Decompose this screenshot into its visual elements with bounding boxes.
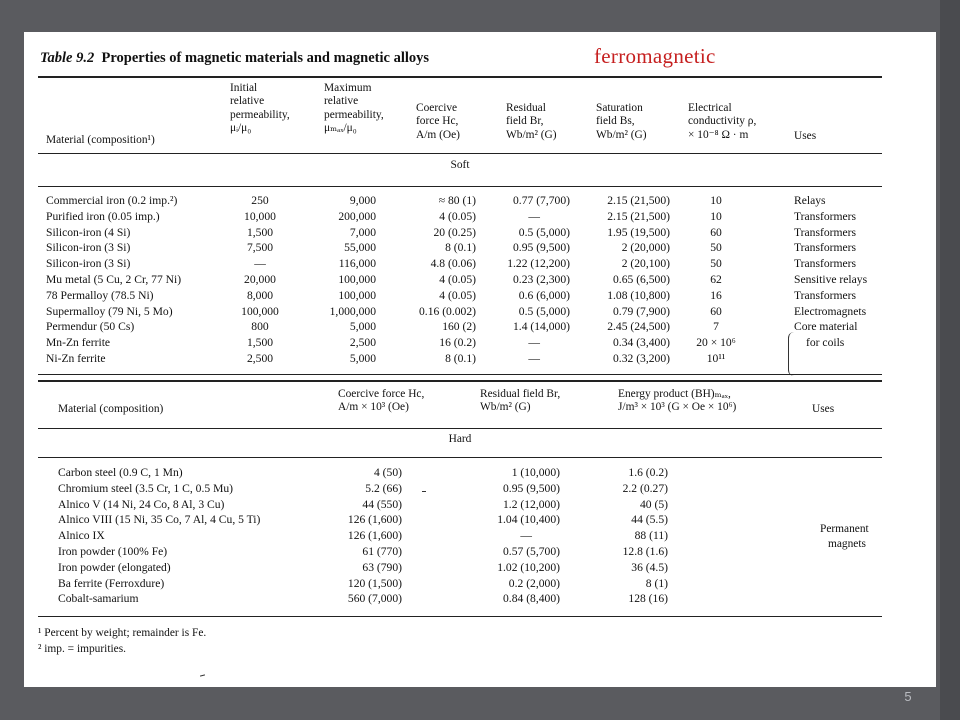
table-cell: Carbon steel (0.9 C, 1 Mn) <box>58 466 183 479</box>
table-cell: 16 (0.2) <box>439 336 476 350</box>
table-cell: Commercial iron (0.2 imp.²) <box>46 194 178 207</box>
table-cell: Silicon-iron (4 Si) <box>46 225 131 239</box>
soft-uses-column <box>794 193 867 351</box>
footnote-2: ² imp. = impurities. <box>38 643 126 655</box>
hard-header-material: Material (composition) <box>58 403 164 415</box>
hard-header-energy: Energy product (BH)ₘₐₓ, J/m³ × 10³ (G × Oe × 10⁶) <box>618 388 737 414</box>
hard-section-rule <box>38 457 882 458</box>
table-cell: 44 (5.5) <box>631 513 668 527</box>
scan-speck <box>200 674 205 676</box>
table-cell: 2,500 <box>246 351 274 365</box>
table-cell: 4 (0.05) <box>439 209 476 223</box>
hard-section-label: Hard <box>448 433 472 445</box>
table-cell: 1.22 (12,200) <box>507 257 570 271</box>
table-cell: for coils <box>806 336 845 350</box>
hard-header-uses: Uses <box>812 403 835 415</box>
table-cell: Transformers <box>794 209 857 223</box>
table-cell: 7,000 <box>349 225 376 239</box>
hard-top-rule <box>38 380 882 382</box>
table-cell: 800 <box>251 320 269 334</box>
table-cell: 8 (0.1) <box>445 351 476 365</box>
soft-header-rule <box>38 153 882 154</box>
table-cell: 7,500 <box>246 241 274 255</box>
ferromagnetic-annotation: ferromagnetic <box>594 44 716 68</box>
table-cell: 78 Permalloy (78.5 Ni) <box>46 288 154 302</box>
table-cell: 100,000 <box>338 272 376 286</box>
table-cell: 50 <box>710 241 722 255</box>
table-cell: Alnico V (14 Ni, 24 Co, 8 Al, 3 Cu) <box>58 497 225 511</box>
table-cell: 1.4 (14,000) <box>513 320 570 334</box>
table-cell: 7 <box>713 320 719 334</box>
table-cell: 10 <box>710 209 722 223</box>
slide <box>24 32 936 687</box>
table-cell: — <box>528 209 540 223</box>
table-cell: 2 (20,100) <box>621 257 670 271</box>
table-cell: 36 (4.5) <box>631 560 668 574</box>
table-cell: 2.15 (21,500) <box>607 194 670 207</box>
table-cell: 128 (16) <box>628 592 668 606</box>
table-cell: 2 (20,000) <box>621 241 670 255</box>
table-cell: 8 (1) <box>645 576 668 590</box>
table-cell: Iron powder (elongated) <box>58 560 171 574</box>
hard-material-column <box>58 465 260 607</box>
soft-section-rule <box>38 186 882 187</box>
table-cell: 62 <box>710 272 722 286</box>
table-cell: — <box>528 351 540 365</box>
soft-section-label: Soft <box>450 159 470 171</box>
scan-speck <box>422 491 426 492</box>
core-material-bracket <box>788 332 795 376</box>
table-cell: Transformers <box>794 288 857 302</box>
hard-header-residual: Residual field Br, Wb/m² (G) <box>480 388 561 414</box>
table-cell: 2.15 (21,500) <box>607 209 670 223</box>
table-cell: 1.6 (0.2) <box>628 466 668 479</box>
table-cell: Iron powder (100% Fe) <box>58 544 168 558</box>
table-cell: 0.79 (7,900) <box>613 304 670 318</box>
soft-initial-column <box>222 193 298 367</box>
table-cell: 8,000 <box>246 288 274 302</box>
table-cell: Electromagnets <box>794 304 867 318</box>
table-cell: ≈ 80 (1) <box>438 194 476 207</box>
table-cell: Ba ferrite (Ferroxdure) <box>58 576 165 590</box>
table-cell: 0.2 (2,000) <box>508 576 560 590</box>
table-cell: Relays <box>794 194 826 207</box>
table-cell: 20,000 <box>244 272 276 286</box>
hard-header-rule <box>38 428 882 429</box>
table-cell: 5,000 <box>349 351 376 365</box>
table-cell: 0.5 (5,000) <box>518 225 570 239</box>
table-cell: 44 (550) <box>362 497 402 511</box>
hard-residual-column <box>464 465 560 607</box>
soft-material-column <box>46 193 181 367</box>
table-cell: 9,000 <box>349 194 376 207</box>
hard-energy-column <box>600 465 668 607</box>
table-cell: 0.57 (5,700) <box>503 544 560 558</box>
table-cell: 0.6 (6,000) <box>518 288 570 302</box>
table-cell: Alnico IX <box>58 529 105 543</box>
table-cell: 2.2 (0.27) <box>622 481 668 495</box>
hard-bottom-rule <box>38 616 882 617</box>
table-cell: 120 (1,500) <box>347 576 402 590</box>
table-cell: Ni-Zn ferrite <box>46 351 106 365</box>
table-cell: Cobalt-samarium <box>58 592 139 606</box>
table-cell: Alnico VIII (15 Ni, 35 Co, 7 Al, 4 Cu, 5 Ti) <box>58 513 261 527</box>
table-cell: 0.77 (7,700) <box>513 194 570 207</box>
table-cell: Permendur (50 Cs) <box>46 320 135 334</box>
table-cell: 1.2 (12,000) <box>503 497 560 511</box>
table-cell: 0.84 (8,400) <box>503 592 560 606</box>
soft-coercive-column <box>386 193 476 367</box>
table-cell: 88 (11) <box>634 529 668 543</box>
table-cell: 60 <box>710 225 722 239</box>
table-cell: — <box>528 336 540 350</box>
right-edge-strip <box>940 0 960 720</box>
table-cell: 1,500 <box>246 225 274 239</box>
table-cell: Transformers <box>794 241 857 255</box>
table-cell: 16 <box>710 288 722 302</box>
table-cell: 5,000 <box>349 320 376 334</box>
table-cell: Silicon-iron (3 Si) <box>46 241 131 255</box>
table-cell: Mu metal (5 Cu, 2 Cr, 77 Ni) <box>46 272 182 286</box>
table-cell: Supermalloy (79 Ni, 5 Mo) <box>46 304 173 318</box>
table-cell: 1.08 (10,800) <box>607 288 670 302</box>
table-caption: Properties of magnetic materials and magnetic alloys <box>101 50 430 66</box>
hard-uses-group: Permanent magnets <box>820 523 869 550</box>
table-cell: 8 (0.1) <box>445 241 476 255</box>
table-cell: 20 (0.25) <box>433 225 476 239</box>
table-cell: 126 (1,600) <box>347 529 402 543</box>
table-cell: 61 (770) <box>362 544 402 558</box>
table-cell: 1.04 (10,400) <box>497 513 560 527</box>
table-cell: 63 (790) <box>362 560 402 574</box>
table-cell: 116,000 <box>338 257 376 271</box>
table-cell: Transformers <box>794 257 857 271</box>
table-cell: 2.45 (24,500) <box>607 320 670 334</box>
table-cell: 1,500 <box>246 336 274 350</box>
top-rule <box>38 76 882 78</box>
soft-bottom-rule <box>38 374 882 375</box>
table-cell: 0.16 (0.002) <box>419 304 476 318</box>
table-cell: 0.95 (9,500) <box>513 241 570 255</box>
table-cell: 1.02 (10,200) <box>497 560 560 574</box>
soft-header-material: Material (composition¹) <box>46 134 155 146</box>
table-cell: 4.8 (0.06) <box>430 257 476 271</box>
table-cell: 50 <box>710 257 722 271</box>
table-cell: 10 <box>710 194 722 207</box>
soft-header-coercive: Coercive force Hc, A/m (Oe) <box>416 102 460 141</box>
table-cell: 4 (50) <box>373 466 402 479</box>
table-cell: 100,000 <box>338 288 376 302</box>
table-cell: 4 (0.05) <box>439 288 476 302</box>
table-cell: 10,000 <box>244 209 276 223</box>
hard-header-coercive: Coercive force Hc, A/m × 10³ (Oe) <box>338 388 425 414</box>
table-title <box>40 50 429 67</box>
footnote-1: ¹ Percent by weight; remainder is Fe. <box>38 627 207 639</box>
soft-conductivity-column <box>678 193 754 367</box>
table-cell: Mn-Zn ferrite <box>46 336 111 350</box>
table-cell: Sensitive relays <box>794 272 868 286</box>
table-cell: Chromium steel (3.5 Cr, 1 C, 0.5 Mu) <box>58 481 234 495</box>
table-cell: 0.32 (3,200) <box>613 351 670 365</box>
table-cell: Silicon-iron (3 Si) <box>46 257 131 271</box>
table-cell: 5.2 (66) <box>365 481 402 495</box>
table-cell: 10¹¹ <box>706 351 726 365</box>
table-cell: 1.95 (19,500) <box>607 225 670 239</box>
table-cell: 200,000 <box>338 209 376 223</box>
table-cell: 1,000,000 <box>329 304 376 318</box>
table-cell: 1 (10,000) <box>511 466 560 479</box>
table-number: Table 9.2 <box>40 50 95 66</box>
table-cell: — <box>520 529 532 543</box>
table-cell: 60 <box>710 304 722 318</box>
table-cell: Purified iron (0.05 imp.) <box>46 209 160 223</box>
table-cell: Core material <box>794 320 858 334</box>
soft-saturation-column <box>580 193 670 367</box>
table-cell: 2,500 <box>349 336 376 350</box>
soft-header-residual: Residual field Br, Wb/m² (G) <box>506 102 557 141</box>
hard-coercive-column <box>320 465 402 607</box>
table-cell: 250 <box>251 194 269 207</box>
table-cell: 55,000 <box>344 241 376 255</box>
table-cell: Transformers <box>794 225 857 239</box>
soft-residual-column <box>484 193 570 367</box>
soft-header-conductivity: Electrical conductivity ρ, × 10⁻⁸ Ω · m <box>688 102 757 141</box>
table-cell: 0.65 (6,500) <box>613 272 670 286</box>
table-cell: 0.95 (9,500) <box>503 481 560 495</box>
table-cell: — <box>254 257 266 271</box>
table-cell: 100,000 <box>241 304 279 318</box>
slide-number: 5 <box>904 689 912 704</box>
table-cell: 560 (7,000) <box>347 592 402 606</box>
table-cell: 20 × 10⁶ <box>696 336 736 350</box>
table-cell: 12.8 (1.6) <box>622 544 668 558</box>
soft-header-initial: Initial relative permeability, μᵢ/μ₀ <box>230 82 290 135</box>
table-cell: 0.34 (3,400) <box>613 336 670 350</box>
table-cell: 40 (5) <box>639 497 668 511</box>
table-cell: 160 (2) <box>442 320 476 334</box>
soft-header-saturation: Saturation field Bs, Wb/m² (G) <box>596 102 647 141</box>
soft-max-perm-column <box>294 193 376 367</box>
table-cell: 0.5 (5,000) <box>518 304 570 318</box>
soft-header-max-perm: Maximum relative permeability, μₘₐₓ/μ₀ <box>324 82 384 135</box>
table-cell: 0.23 (2,300) <box>513 272 570 286</box>
table-cell: 126 (1,600) <box>347 513 402 527</box>
table-cell: 4 (0.05) <box>439 272 476 286</box>
soft-header-uses: Uses <box>794 130 817 142</box>
